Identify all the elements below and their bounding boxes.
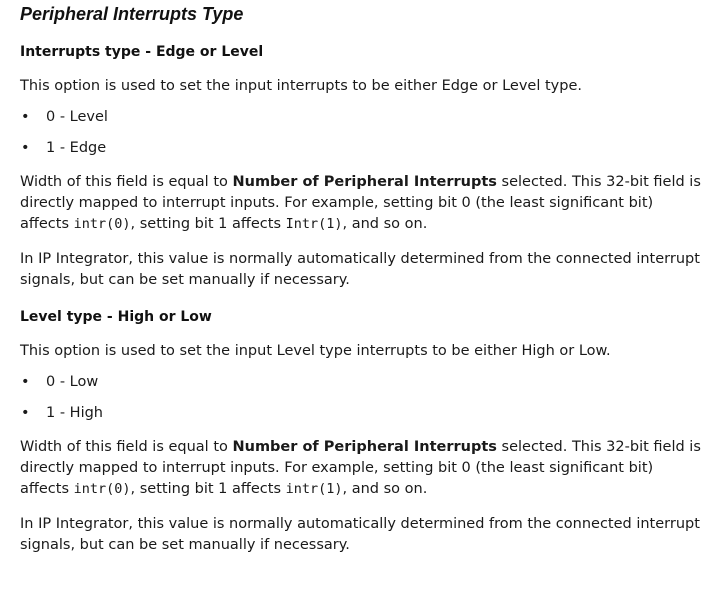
option-label: 1 - Edge [46, 140, 107, 156]
text-span: Width of this field is equal to [20, 174, 233, 190]
bullet-icon: • [21, 405, 30, 421]
list-item [20, 138, 701, 158]
bullet-icon: • [21, 109, 30, 125]
bullet-icon: • [21, 374, 30, 390]
option-label: 0 - Low [46, 374, 99, 390]
list-item [20, 107, 701, 127]
text-span: selected. This 32-bit field is directly mapped to interrupt inputs. For example, setting bit 0 (the least significant bit) affects [20, 174, 701, 232]
section1-options-list [20, 107, 701, 158]
section2-ip-integrator-paragraph: In IP Integrator, this value is normally automatically determined from the connected interrupt signals, but can be set manually if necessary. [20, 516, 700, 553]
code-intr0: intr(0) [73, 216, 131, 232]
section-heading-level-type: Level type - High or Low [20, 309, 212, 325]
code-intr0: intr(0) [73, 481, 131, 497]
section1-width-paragraph [20, 172, 701, 235]
section2-intro: This option is used to set the input Level type interrupts to be either High or Low. [20, 343, 611, 359]
option-label: 0 - Level [46, 109, 108, 125]
text-span: Width of this field is equal to [20, 439, 233, 455]
section1-intro: This option is used to set the input interrupts to be either Edge or Level type. [20, 78, 582, 94]
page-title: Peripheral Interrupts Type [20, 4, 244, 24]
term-number-of-peripheral-interrupts: Number of Peripheral Interrupts [232, 439, 497, 455]
section-heading-interrupts-type: Interrupts type - Edge or Level [20, 44, 264, 60]
document-page [0, 2, 721, 556]
section2-width-paragraph [20, 437, 701, 500]
list-item [20, 372, 701, 392]
text-span: , setting bit 1 affects [130, 481, 286, 497]
option-label: 1 - High [46, 405, 104, 421]
text-span: selected. This 32-bit field is directly mapped to interrupt inputs. For example, setting bit 0 (the least significant bit) affects [20, 439, 701, 497]
section2-options-list [20, 372, 701, 423]
term-number-of-peripheral-interrupts: Number of Peripheral Interrupts [232, 174, 497, 190]
code-intr1: intr(1) [285, 481, 343, 497]
text-span: , and so on. [342, 481, 428, 497]
bullet-icon: • [21, 140, 30, 156]
section1-ip-integrator-paragraph: In IP Integrator, this value is normally automatically determined from the connected interrupt signals, but can be set manually if necessary. [20, 251, 700, 288]
code-intr1: Intr(1) [285, 216, 343, 232]
text-span: , setting bit 1 affects [130, 216, 286, 232]
list-item [20, 403, 701, 423]
text-span: , and so on. [342, 216, 428, 232]
